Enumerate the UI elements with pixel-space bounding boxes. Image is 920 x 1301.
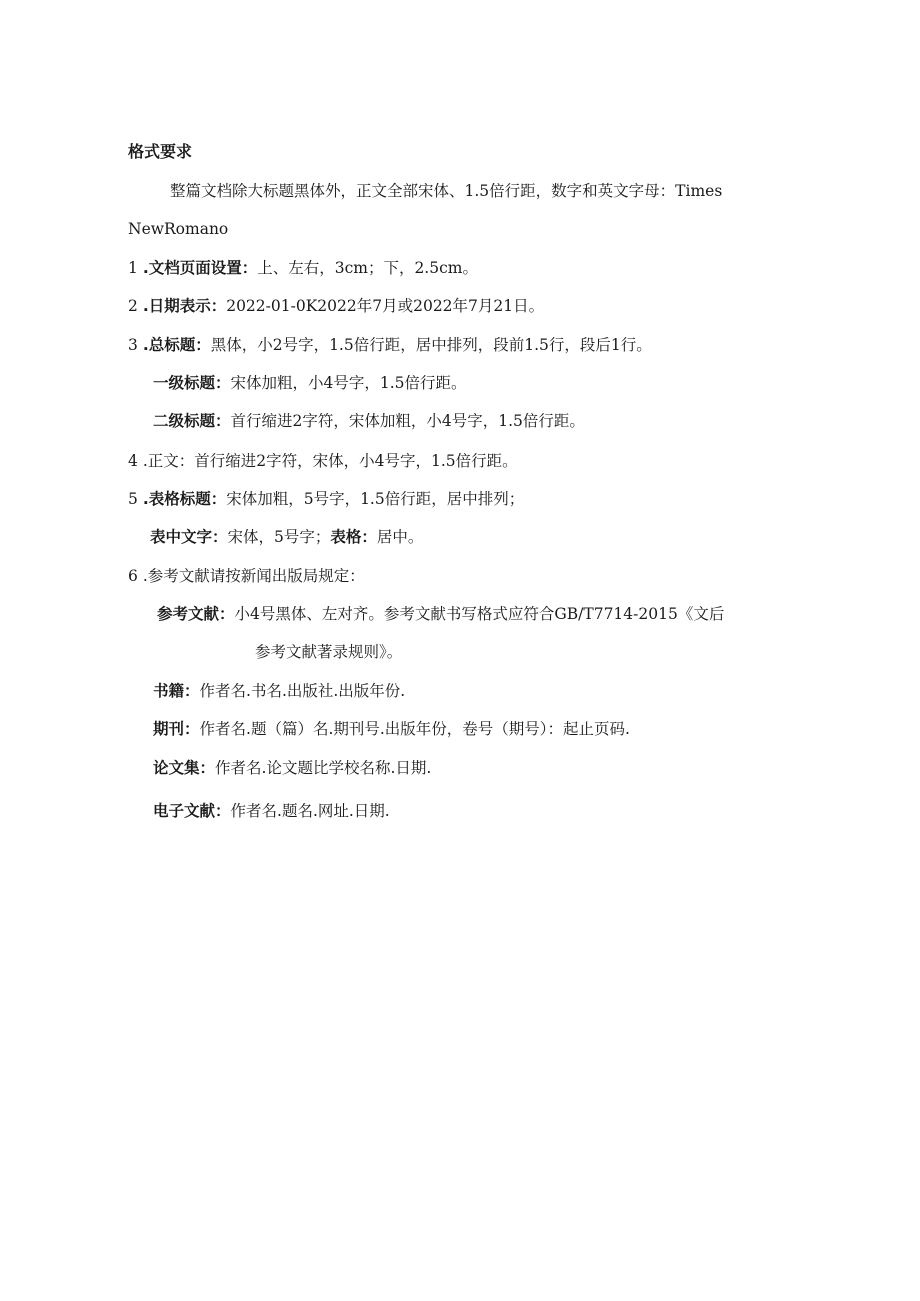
item-text: .正文：首行缩进2字符，宋体，小4号字，1.5倍行距。 xyxy=(142,452,518,470)
item-number: 5 xyxy=(128,490,138,508)
item-number: 6 xyxy=(128,567,138,585)
spec-text: 作者名.题名.网址.日期. xyxy=(230,802,390,820)
spec-text: 宋体，5号字； xyxy=(227,528,331,546)
spec-text: 作者名.论文题比学校名称.日期. xyxy=(215,759,432,777)
item-4 xyxy=(128,451,518,471)
level1-heading-spec xyxy=(153,373,467,393)
references-spec-continued: 参考文献著录规则》。 xyxy=(255,643,403,661)
item-6 xyxy=(128,566,365,586)
spec-label: 电子文献： xyxy=(153,802,231,820)
item-number: 3 xyxy=(128,336,138,354)
item-label: .总标题： xyxy=(142,336,211,354)
spec-label: 表格： xyxy=(330,528,377,546)
item-text: .参考文献请按新闻出版局规定： xyxy=(142,567,365,585)
table-text-spec xyxy=(150,527,423,547)
spec-label: 参考文献： xyxy=(157,605,235,623)
spec-label: 一级标题： xyxy=(153,374,231,392)
spec-text: 作者名.题（篇）名.期刊号.出版年份，卷号（期号）：起止页码. xyxy=(199,720,630,738)
item-3 xyxy=(128,335,652,355)
references-spec xyxy=(157,604,724,624)
ref-proceedings-format xyxy=(153,758,431,778)
spec-text: 小4号黑体、左对齐。参考文献书写格式应符合GB/T7714-2015《文后 xyxy=(234,605,725,623)
spec-text: 作者名.书名.出版社.出版年份. xyxy=(199,682,406,700)
spec-label: 书籍： xyxy=(153,682,200,700)
item-number: 4 xyxy=(128,452,138,470)
spec-label: 二级标题： xyxy=(153,412,231,430)
item-label: .文档页面设置： xyxy=(142,259,258,277)
level2-heading-spec xyxy=(153,411,585,431)
intro-line-2: NewRomano xyxy=(128,220,229,238)
item-1 xyxy=(128,258,478,278)
item-text: 黑体，小2号字，1.5倍行距，居中排列，段前1.5行，段后1行。 xyxy=(210,336,652,354)
item-text: 上、左右，3cm；下，2.5cm。 xyxy=(257,259,478,277)
item-number: 1 xyxy=(128,259,138,277)
spec-text: 首行缩进2字符，宋体加粗，小4号字，1.5倍行距。 xyxy=(230,412,585,430)
item-number: 2 xyxy=(128,297,138,315)
ref-electronic-format xyxy=(153,801,390,821)
ref-book-format xyxy=(153,681,405,701)
item-2 xyxy=(128,296,544,316)
spec-label: 表中文字： xyxy=(150,528,228,546)
item-label: .日期表示： xyxy=(142,297,227,315)
item-text: 2022-01-0K2022年7月或2022年7月21日。 xyxy=(226,297,545,315)
intro-line-1: 整篇文档除大标题黑体外，正文全部宋体、1.5倍行距，数字和英文字母：Times xyxy=(170,182,723,200)
ref-journal-format xyxy=(153,719,630,739)
document-title: 格式要求 xyxy=(128,142,193,161)
spec-text: 宋体加粗，小4号字，1.5倍行距。 xyxy=(230,374,467,392)
spec-text: 居中。 xyxy=(376,528,424,546)
spec-label: 期刊： xyxy=(153,720,200,738)
item-label: .表格标题： xyxy=(142,490,227,508)
item-text: 宋体加粗，5号字，1.5倍行距，居中排列； xyxy=(226,490,525,508)
item-5 xyxy=(128,489,524,509)
spec-label: 论文集： xyxy=(153,759,216,777)
